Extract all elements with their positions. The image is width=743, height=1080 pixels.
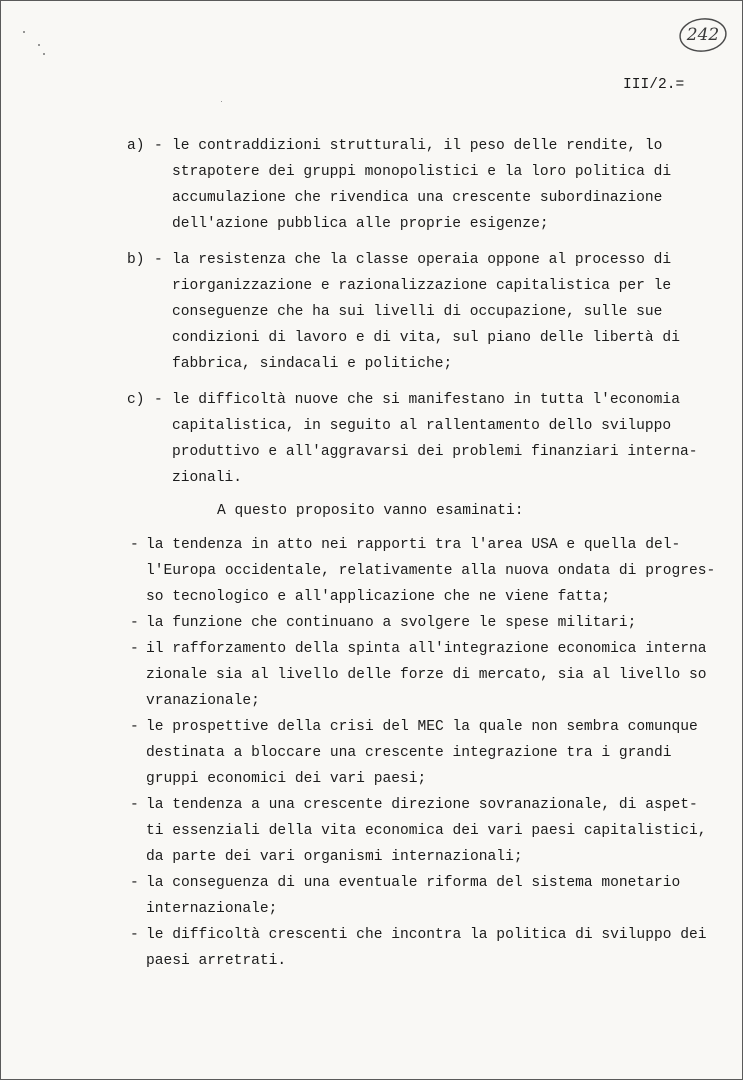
section-intro: A questo proposito vanno esaminati: [217, 503, 524, 519]
item-c-marker: c) [127, 392, 145, 408]
scan-speck [38, 44, 40, 46]
page-reference: III/2.= [623, 77, 685, 93]
item-c-line: zionali. [172, 470, 243, 486]
scan-speck [23, 31, 25, 33]
item-b-dash: - [154, 252, 163, 268]
bullet-dash: - [130, 615, 139, 631]
bullet-dash: - [130, 641, 139, 657]
bullet-line: il rafforzamento della spinta all'integrazione economica interna [146, 641, 707, 657]
bullet-dash: - [130, 797, 139, 813]
item-b-line: riorganizzazione e razionalizzazione capitalistica per le [172, 278, 672, 294]
bullet-line: paesi arretrati. [146, 953, 287, 969]
bullet-line: gruppi economici dei vari paesi; [146, 771, 427, 787]
bullet-line: da parte dei vari organismi internazionali; [146, 849, 523, 865]
bullet-line: destinata a bloccare una crescente integrazione tra i grandi [146, 745, 672, 761]
bullet-line: zionale sia al livello delle forze di mercato, sia al livello so [146, 667, 707, 683]
item-a-line: le contraddizioni strutturali, il peso delle rendite, lo [172, 138, 663, 154]
stamp-number: 242 [686, 25, 720, 45]
bullet-line: le prospettive della crisi del MEC la quale non sembra comunque [146, 719, 698, 735]
bullet-line: la tendenza a una crescente direzione sovranazionale, di aspet- [146, 797, 698, 813]
item-a-marker: a) [127, 138, 145, 154]
bullet-line: internazionale; [146, 901, 278, 917]
bullet-line: la funzione che continuano a svolgere le spese militari; [146, 615, 637, 631]
bullet-dash: - [130, 927, 139, 943]
scan-speck [43, 53, 45, 55]
item-c-line: capitalistica, in seguito al rallentamento dello sviluppo [172, 418, 672, 434]
bullet-line: vranazionale; [146, 693, 260, 709]
item-c-dash: - [154, 392, 163, 408]
item-b-line: conseguenze che ha sui livelli di occupazione, sulle sue [172, 304, 663, 320]
bullet-line: la tendenza in atto nei rapporti tra l'area USA e quella del- [146, 537, 681, 553]
item-c-line: produttivo e all'aggravarsi dei problemi finanziari interna- [172, 444, 698, 460]
bullet-line: ti essenziali della vita economica dei vari paesi capitalistici, [146, 823, 707, 839]
item-a-dash: - [154, 138, 163, 154]
scan-speck [221, 101, 222, 102]
bullet-dash: - [130, 875, 139, 891]
item-b-line: fabbrica, sindacali e politiche; [172, 356, 453, 372]
bullet-dash: - [130, 719, 139, 735]
item-a-line: strapotere dei gruppi monopolistici e la loro politica di [172, 164, 672, 180]
item-c-line: le difficoltà nuove che si manifestano in tutta l'economia [172, 392, 680, 408]
item-b-line: la resistenza che la classe operaia oppone al processo di [172, 252, 672, 268]
bullet-dash: - [130, 537, 139, 553]
item-b-marker: b) [127, 252, 145, 268]
bullet-line: la conseguenza di una eventuale riforma del sistema monetario [146, 875, 681, 891]
item-a-line: accumulazione che rivendica una crescente subordinazione [172, 190, 663, 206]
bullet-line: l'Europa occidentale, relativamente alla nuova ondata di progres- [146, 563, 716, 579]
bullet-line: le difficoltà crescenti che incontra la politica di sviluppo dei [146, 927, 707, 943]
archive-page-stamp [677, 15, 729, 55]
bullet-line: so tecnologico e all'applicazione che ne viene fatta; [146, 589, 611, 605]
item-b-line: condizioni di lavoro e di vita, sul piano delle libertà di [172, 330, 680, 346]
item-a-line: dell'azione pubblica alle proprie esigenze; [172, 216, 549, 232]
